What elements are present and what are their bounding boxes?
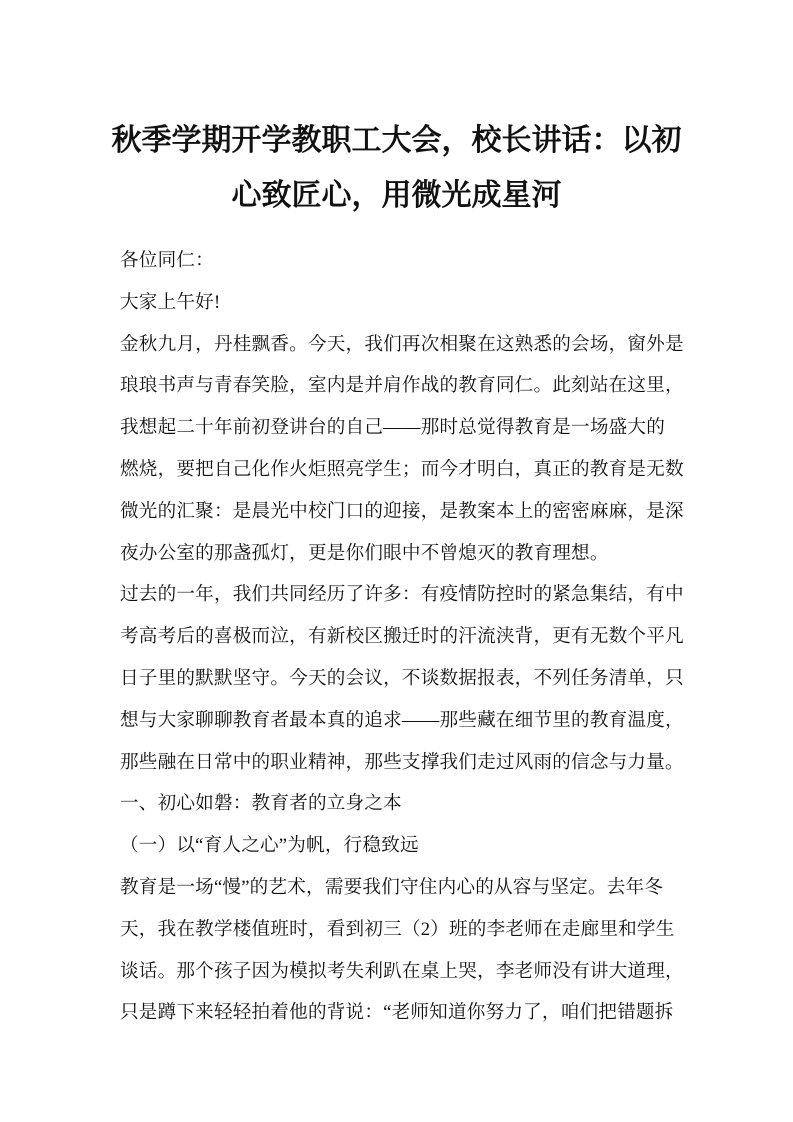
subsection-heading bbox=[120, 825, 676, 867]
title-line: 心致匠心，用微光成星河 bbox=[231, 179, 562, 212]
body-line: 那些融在日常中的职业精神，那些支撑我们走过风雨的信念与力量。 bbox=[120, 751, 684, 773]
body-line: 大家上午好! bbox=[120, 291, 221, 313]
document-body bbox=[120, 240, 684, 1034]
body-line: 一、初心如磐：教育者的立身之本 bbox=[120, 793, 402, 815]
body-line: 过去的一年，我们共同经历了许多：有疫情防控时的紧急集结，有中 bbox=[120, 584, 684, 606]
title-line: 秋季学期开学教职工大会，校长讲话：以初 bbox=[111, 124, 682, 157]
body-line: 各位同仁： bbox=[120, 250, 214, 271]
body-line: 燃烧，要把自己化作火炬照亮学生；而今才明白，真正的教育是无数 bbox=[120, 458, 684, 480]
body-line: 日子里的默默坚守。今天的会议，不谈数据报表，不列任务清单，只 bbox=[120, 667, 684, 689]
body-line: 微光的汇聚：是晨光中校门口的迎接，是教案本上的密密麻麻，是深 bbox=[120, 500, 684, 522]
paragraph-past-year bbox=[120, 574, 684, 783]
paragraph-opening bbox=[120, 324, 684, 575]
paragraph-slow-art bbox=[120, 867, 684, 1034]
body-line: （一）以“育人之心”为帆，行稳致远 bbox=[120, 835, 419, 857]
body-line: 琅琅书声与青春笑脸，室内是并肩作战的教育同仁。此刻站在这里， bbox=[120, 375, 684, 397]
document-title bbox=[0, 113, 793, 223]
body-line: 教育是一场“慢”的艺术，需要我们守住内心的从容与坚定。去年冬 bbox=[120, 876, 664, 898]
section-heading bbox=[120, 783, 676, 825]
body-line: 想与大家聊聊教育者最本真的追求——那些藏在细节里的教育温度， bbox=[120, 709, 684, 731]
body-line: 我想起二十年前初登讲台的自己——那时总觉得教育是一场盛大的 bbox=[120, 417, 666, 439]
body-line: 金秋九月，丹桂飘香。今天，我们再次相聚在这熟悉的会场，窗外是 bbox=[120, 333, 684, 355]
body-line: 天，我在教学楼值班时，看到初三（2）班的李老师在走廊里和学生 bbox=[120, 918, 675, 940]
body-line: 只是蹲下来轻轻拍着他的背说：“老师知道你努力了，咱们把错题拆 bbox=[120, 1002, 674, 1024]
paragraph-greeting bbox=[120, 282, 676, 324]
body-line: 考高考后的喜极而泣，有新校区搬迁时的汗流浃背，更有无数个平凡 bbox=[120, 626, 684, 648]
body-line: 谈话。那个孩子因为模拟考失利趴在桌上哭，李老师没有讲大道理， bbox=[120, 960, 684, 982]
body-line: 夜办公室的那盏孤灯，更是你们眼中不曾熄灭的教育理想。 bbox=[120, 542, 609, 564]
paragraph-salutation bbox=[120, 240, 676, 282]
